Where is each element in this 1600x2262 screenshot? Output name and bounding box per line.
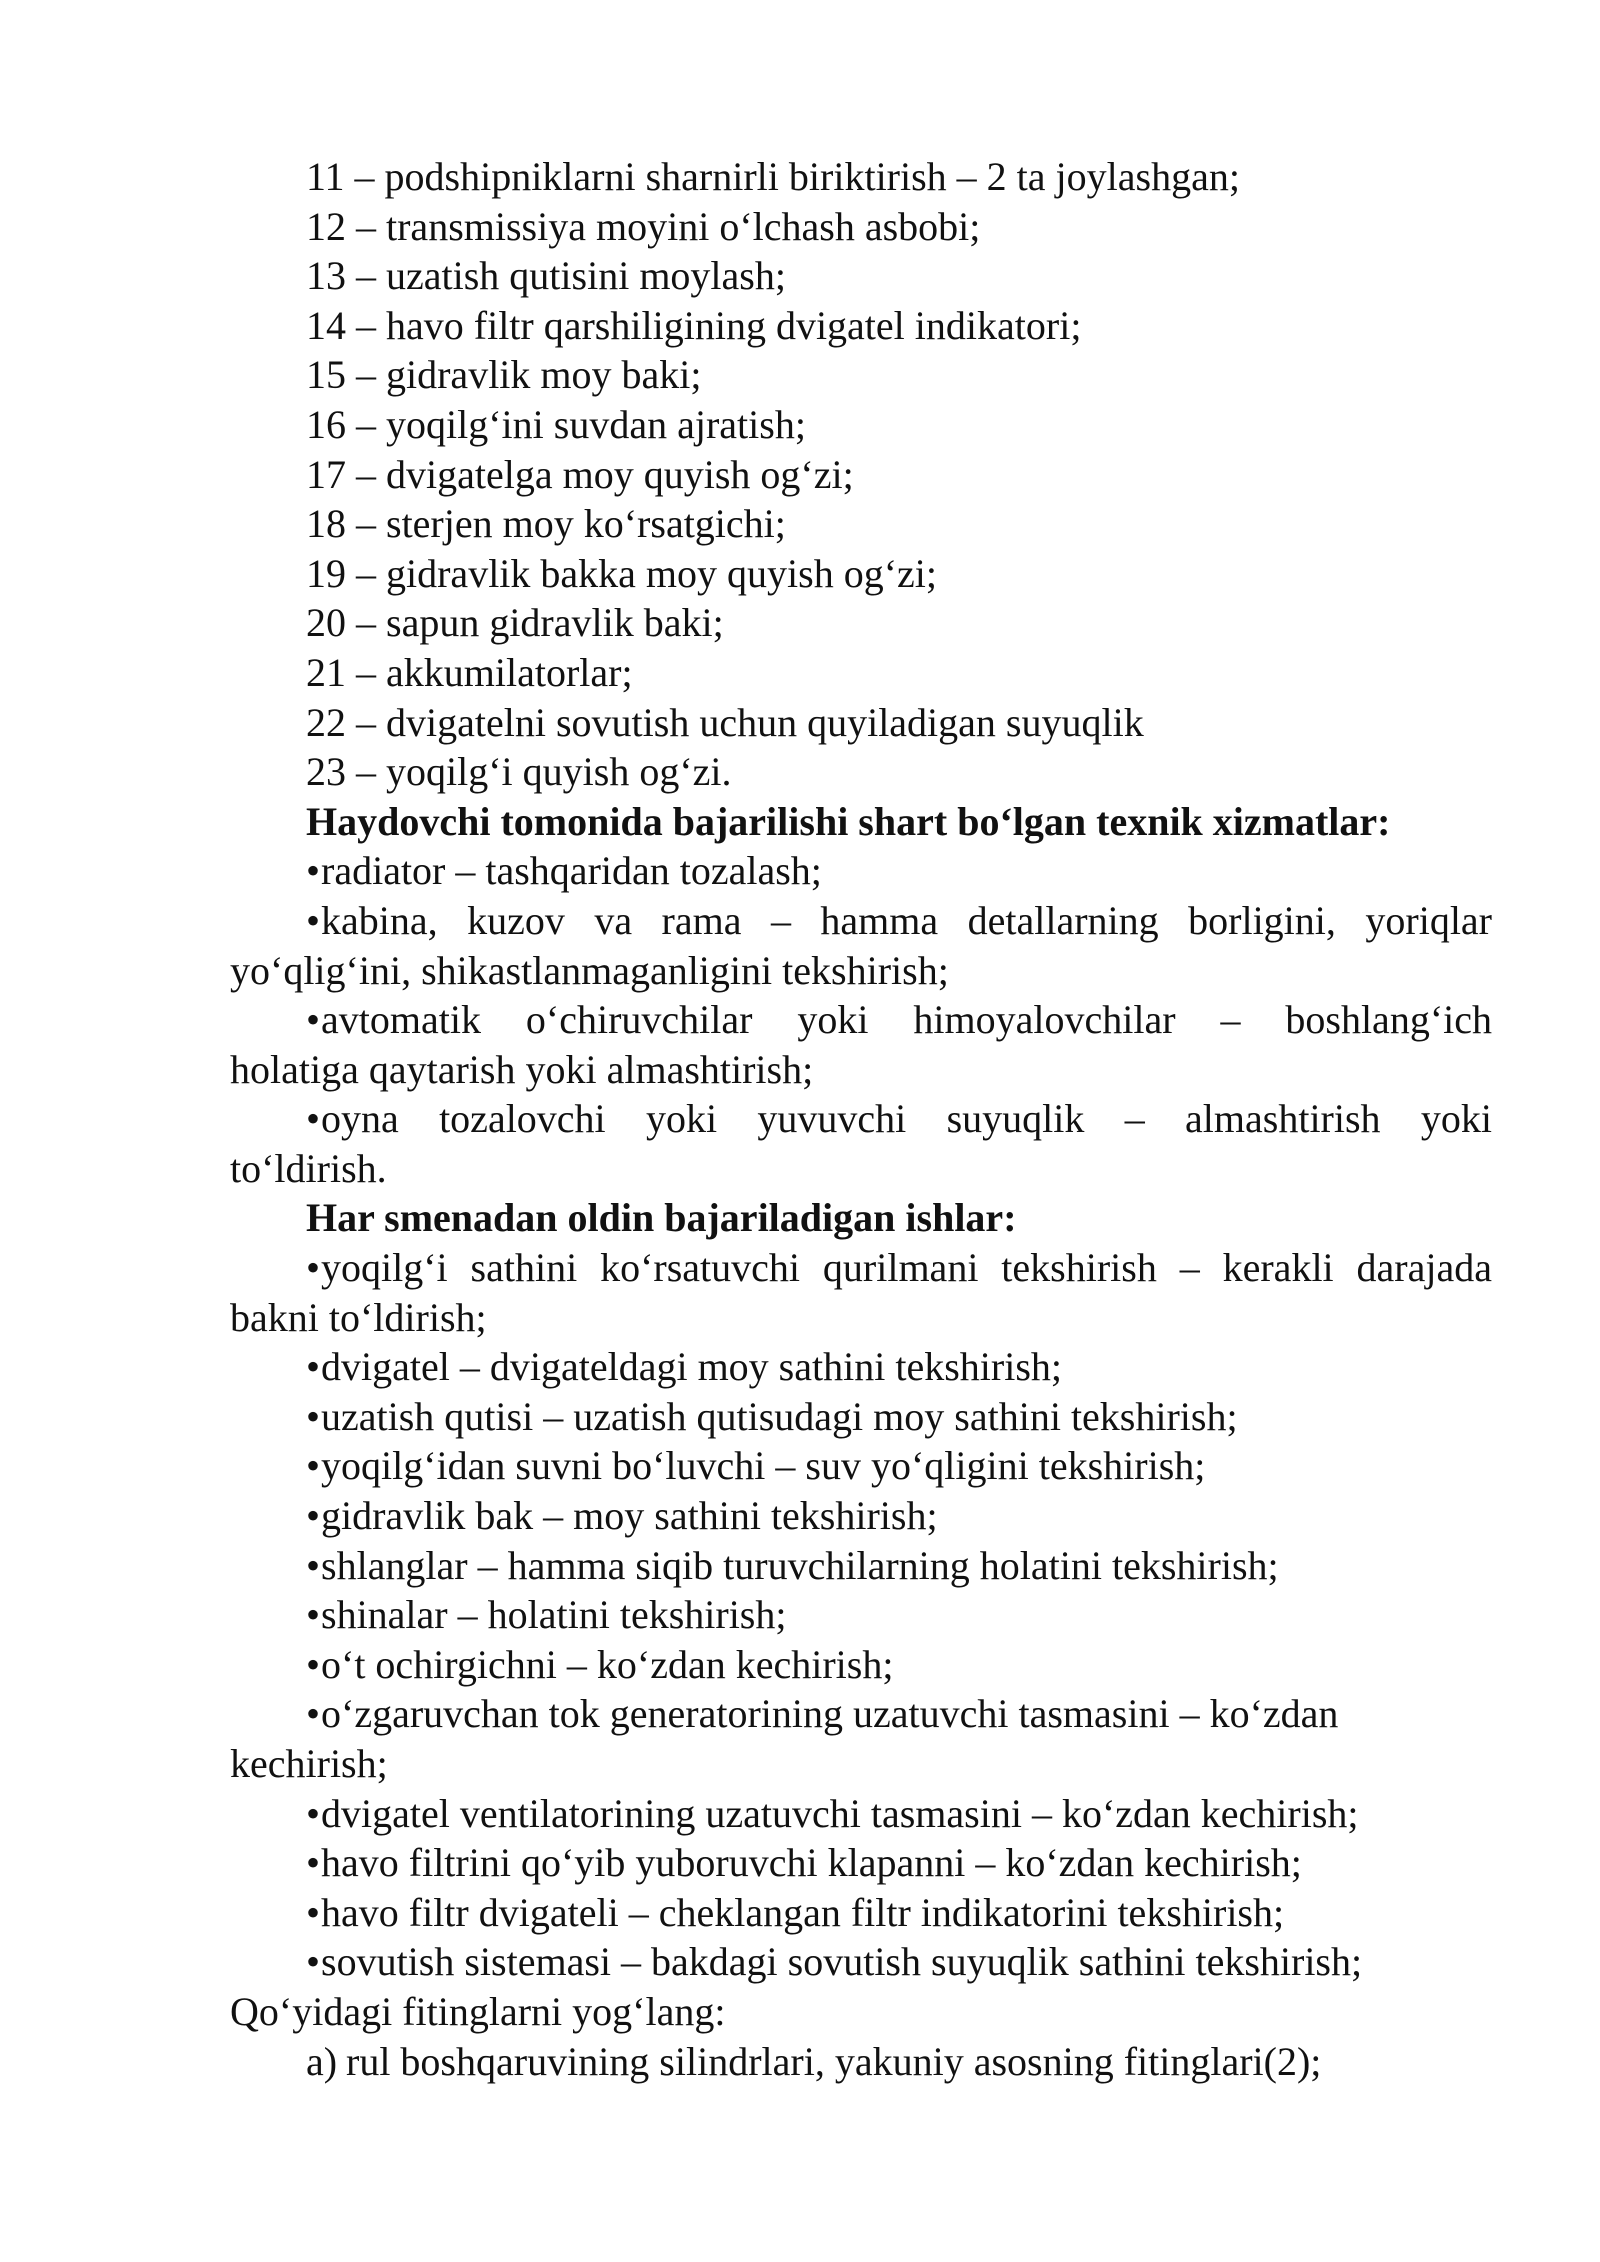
section-lubrication [230, 1987, 1492, 2086]
bullet-icon: • [306, 1592, 321, 1638]
bullet-icon: • [306, 1542, 321, 1588]
bullet-icon: • [306, 1393, 321, 1439]
bullet-icon: • [306, 1443, 321, 1489]
list-item: 15 – gidravlik moy baki; [306, 352, 702, 398]
list-item: 16 – yoqilg‘ini suvdan ajratish; [306, 401, 806, 447]
bullet-text: radiator – tashqaridan tozalash; [321, 848, 822, 894]
bullet-item [230, 1789, 1492, 1839]
bullet-text: yoqilg‘idan suvni bo‘luvchi – suv yo‘qligini tekshirish; [321, 1443, 1206, 1489]
bullet-item [230, 1640, 1492, 1690]
bullet-text: shinalar – holatini tekshirish; [321, 1592, 787, 1638]
bullet-icon: • [306, 1096, 321, 1142]
bullet-icon: • [306, 997, 321, 1043]
list-item: 20 – sapun gidravlik baki; [306, 600, 724, 646]
bullet-icon: • [306, 1493, 321, 1539]
bullet-text: yoqilg‘i sathini ko‘rsatuvchi qurilmani tekshirish – kerakli darajada [321, 1245, 1492, 1291]
bullet-icon: • [306, 1691, 321, 1737]
bullet-item [230, 1541, 1492, 1591]
list-item: 11 – podshipniklarni sharnirli biriktirish – 2 ta joylashgan; [306, 154, 1240, 199]
list-item: 21 – akkumilatorlar; [306, 649, 633, 695]
bullet-item [230, 1590, 1492, 1640]
bullet-text: gidravlik bak – moy sathini tekshirish; [321, 1493, 938, 1539]
bullet-icon: • [306, 848, 321, 894]
bullet-icon: • [306, 1245, 321, 1291]
list-item: 22 – dvigatelni sovutish uchun quyiladigan suyuqlik [306, 699, 1144, 745]
bullet-icon: • [306, 1840, 321, 1886]
section-driver-maintenance [230, 797, 1492, 1194]
bullet-text: havo filtr dvigateli – cheklangan filtr indikatorini tekshirish; [321, 1889, 1285, 1935]
bullet-item [230, 1094, 1492, 1144]
section-heading: Har smenadan oldin bajariladigan ishlar: [306, 1195, 1017, 1241]
list-item: 23 – yoqilg‘i quyish og‘zi. [306, 749, 732, 795]
bullet-item [230, 1689, 1492, 1739]
bullet-item [230, 1888, 1492, 1938]
bullet-text: sovutish sistemasi – bakdagi sovutish suyuqlik sathini tekshirish; [321, 1939, 1363, 1985]
bullet-icon: • [306, 1889, 321, 1935]
bullet-item [230, 1491, 1492, 1541]
bullet-icon: • [306, 1641, 321, 1687]
bullet-text: oyna tozalovchi yoki yuvuvchi suyuqlik – almashtirish yoki [321, 1096, 1492, 1142]
numbered-list [230, 152, 1492, 797]
bullet-icon: • [306, 897, 321, 943]
list-item: 13 – uzatish qutisini moylash; [306, 253, 786, 299]
bullet-continuation: bakni to‘ldirish; [230, 1294, 487, 1340]
item-marker: a) [306, 2038, 338, 2084]
bullet-item [230, 995, 1492, 1045]
bullet-icon: • [306, 1790, 321, 1836]
list-item: 12 – transmissiya moyini o‘lchash asbobi; [306, 203, 981, 249]
bullet-item [230, 1441, 1492, 1491]
bullet-text: dvigatel ventilatorining uzatuvchi tasmasini – ko‘zdan kechirish; [321, 1790, 1359, 1836]
bullet-text: shlanglar – hamma siqib turuvchilarning holatini tekshirish; [321, 1542, 1279, 1588]
bullet-text: o‘t ochirgichni – ko‘zdan kechirish; [321, 1641, 894, 1687]
list-item: 19 – gidravlik bakka moy quyish og‘zi; [306, 550, 938, 596]
bullet-item [230, 1937, 1492, 1987]
bullet-item [230, 1392, 1492, 1442]
bullet-item [230, 1342, 1492, 1392]
list-item: 14 – havo filtr qarshiligining dvigatel indikatori; [306, 302, 1082, 348]
bullet-continuation: yo‘qlig‘ini, shikastlanmaganligini tekshirish; [230, 947, 949, 993]
bullet-item [230, 1838, 1492, 1888]
list-item: 18 – sterjen moy ko‘rsatgichi; [306, 501, 786, 547]
section-heading: Qo‘yidagi fitinglarni yog‘lang: [230, 1988, 726, 2034]
bullet-item [230, 1243, 1492, 1293]
bullet-continuation: holatiga qaytarish yoki almashtirish; [230, 1046, 814, 1092]
list-item [230, 2037, 1492, 2087]
bullet-item [230, 896, 1492, 946]
bullet-text: dvigatel – dvigateldagi moy sathini tekshirish; [321, 1344, 1062, 1390]
item-text: rul boshqaruvining silindrlari, yakuniy asosning fitinglari(2); [346, 2038, 1322, 2084]
bullet-icon: • [306, 1344, 321, 1390]
bullet-item [230, 846, 1492, 896]
bullet-text: kabina, kuzov va rama – hamma detallarning borligini, yoriqlar [321, 897, 1492, 943]
section-pre-shift-checks [230, 1193, 1492, 1987]
section-heading: Haydovchi tomonida bajarilishi shart bo‘lgan texnik xizmatlar: [306, 798, 1391, 844]
list-item: 17 – dvigatelga moy quyish og‘zi; [306, 451, 854, 497]
bullet-text: uzatish qutisi – uzatish qutisudagi moy sathini tekshirish; [321, 1393, 1238, 1439]
bullet-continuation: to‘ldirish. [230, 1145, 387, 1191]
bullet-continuation: kechirish; [230, 1741, 388, 1786]
bullet-text: o‘zgaruvchan tok generatorining uzatuvchi tasmasini – ko‘zdan [321, 1691, 1339, 1737]
page-content [230, 152, 1492, 2086]
bullet-icon: • [306, 1939, 321, 1985]
bullet-text: havo filtrini qo‘yib yuboruvchi klapanni – ko‘zdan kechirish; [321, 1840, 1302, 1886]
bullet-text: avtomatik o‘chiruvchilar yoki himoyalovchilar – boshlang‘ich [321, 997, 1492, 1043]
